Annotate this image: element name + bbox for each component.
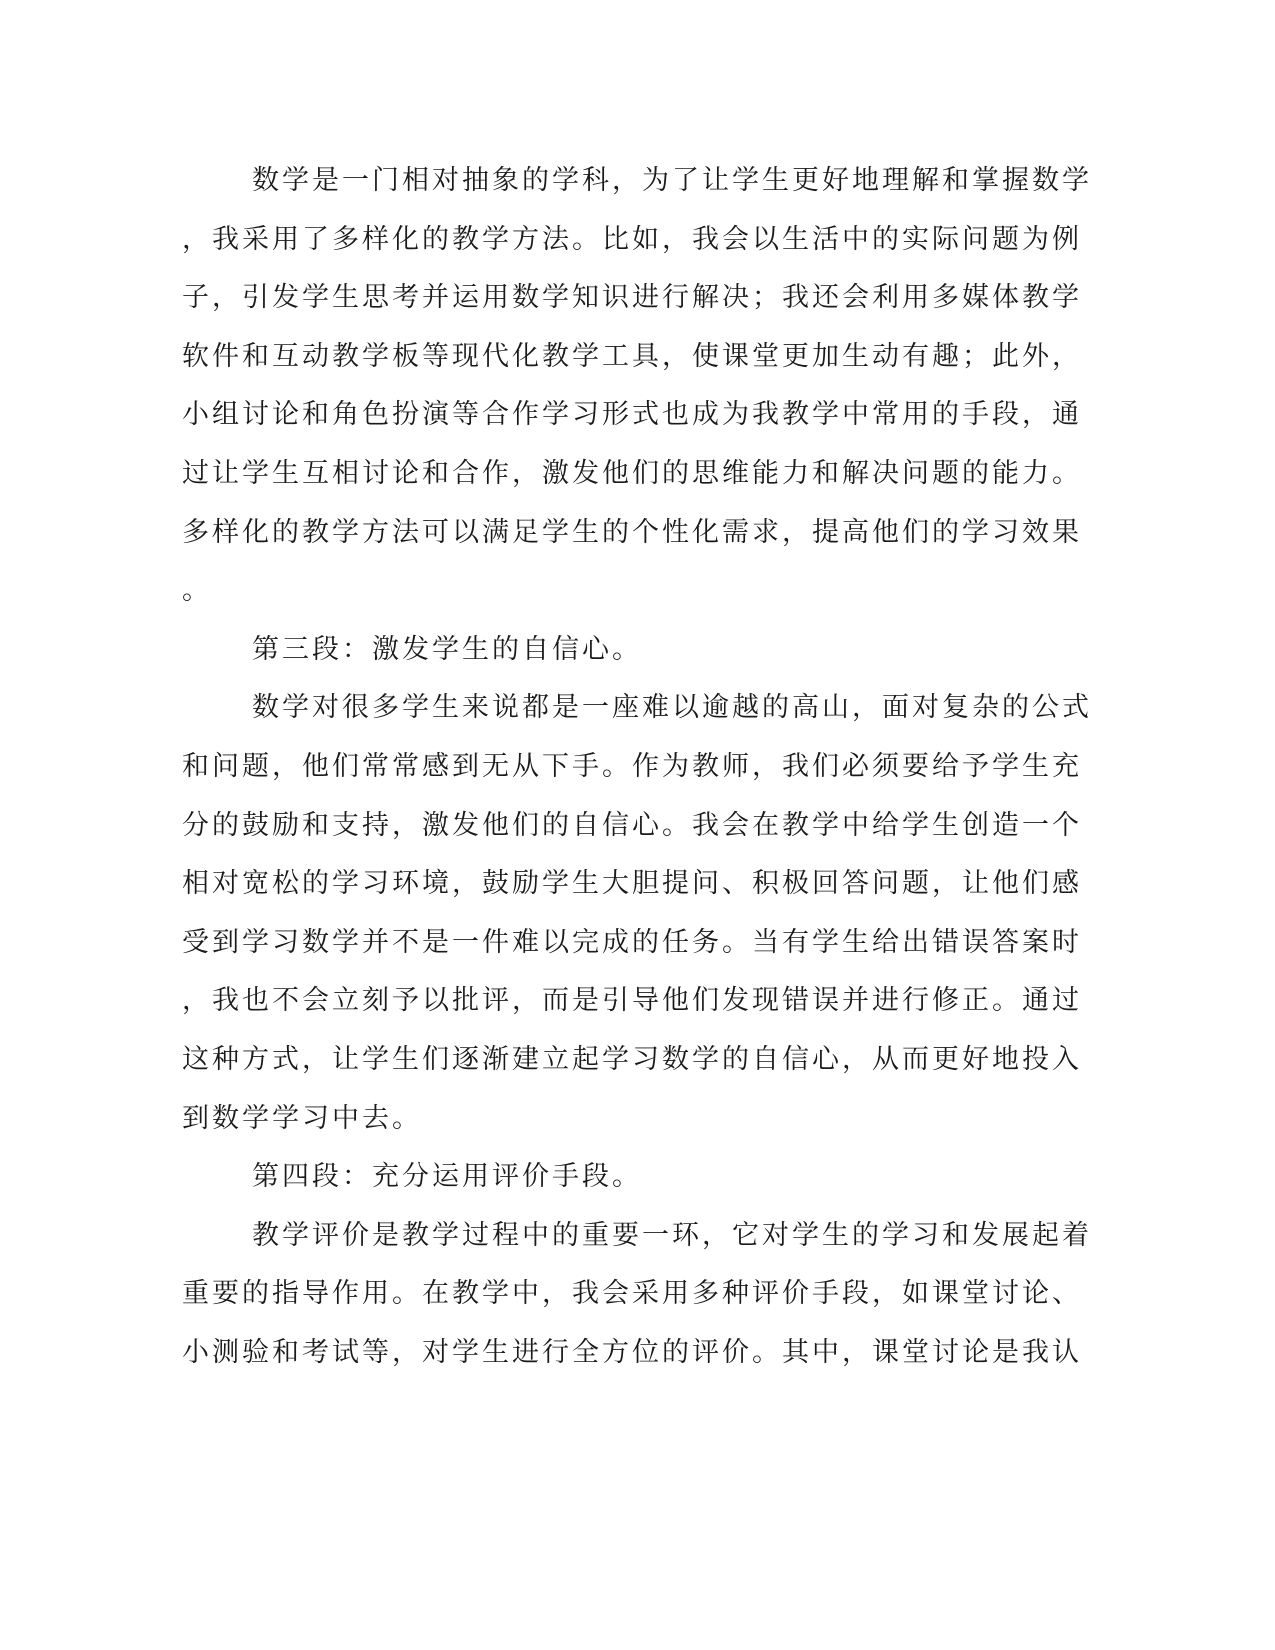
text-line: 软件和互动教学板等现代化教学工具，使课堂更加生动有趣；此外， bbox=[182, 340, 1082, 372]
text-line: 过让学生互相讨论和合作，激发他们的思维能力和解决问题的能力。 bbox=[182, 457, 1082, 489]
text-line: 和问题，他们常常感到无从下手。作为教师，我们必须要给予学生充 bbox=[182, 750, 1082, 782]
text-line: 分的鼓励和支持，激发他们的自信心。我会在教学中给学生创造一个 bbox=[182, 809, 1082, 841]
text-line: ，我采用了多样化的教学方法。比如，我会以生活中的实际问题为例 bbox=[182, 223, 1082, 255]
text-line: 重要的指导作用。在教学中，我会采用多种评价手段，如课堂讨论、 bbox=[182, 1278, 1082, 1310]
text-line: 教学评价是教学过程中的重要一环，它对学生的学习和发展起着 bbox=[252, 1219, 1092, 1251]
text-line: 数学是一门相对抽象的学科，为了让学生更好地理解和掌握数学 bbox=[252, 165, 1092, 196]
text-line: 。 bbox=[182, 575, 212, 607]
text-line: 这种方式，让学生们逐渐建立起学习数学的自信心，从而更好地投入 bbox=[182, 1043, 1082, 1075]
text-line: 受到学习数学并不是一件难以完成的任务。当有学生给出错误答案时 bbox=[182, 926, 1082, 958]
text-line: 小组讨论和角色扮演等合作学习形式也成为我教学中常用的手段，通 bbox=[182, 399, 1082, 431]
text-line: 小测验和考试等，对学生进行全方位的评价。其中，课堂讨论是我认 bbox=[182, 1336, 1082, 1368]
text-line: 多样化的教学方法可以满足学生的个性化需求，提高他们的学习效果 bbox=[182, 516, 1082, 548]
text-line: 子，引发学生思考并运用数学知识进行解决；我还会利用多媒体教学 bbox=[182, 282, 1082, 314]
text-line: 数学对很多学生来说都是一座难以逾越的高山，面对复杂的公式 bbox=[252, 692, 1092, 724]
document-body bbox=[182, 152, 1092, 1382]
text-line: 相对宽松的学习环境，鼓励学生大胆提问、积极回答问题，让他们感 bbox=[182, 868, 1082, 900]
text-line: 到数学学习中去。 bbox=[182, 1102, 422, 1134]
text-line: ，我也不会立刻予以批评，而是引导他们发现错误并进行修正。通过 bbox=[182, 985, 1082, 1017]
section-heading-three: 第三段：激发学生的自信心。 bbox=[252, 633, 642, 665]
section-heading-four: 第四段：充分运用评价手段。 bbox=[252, 1161, 642, 1193]
